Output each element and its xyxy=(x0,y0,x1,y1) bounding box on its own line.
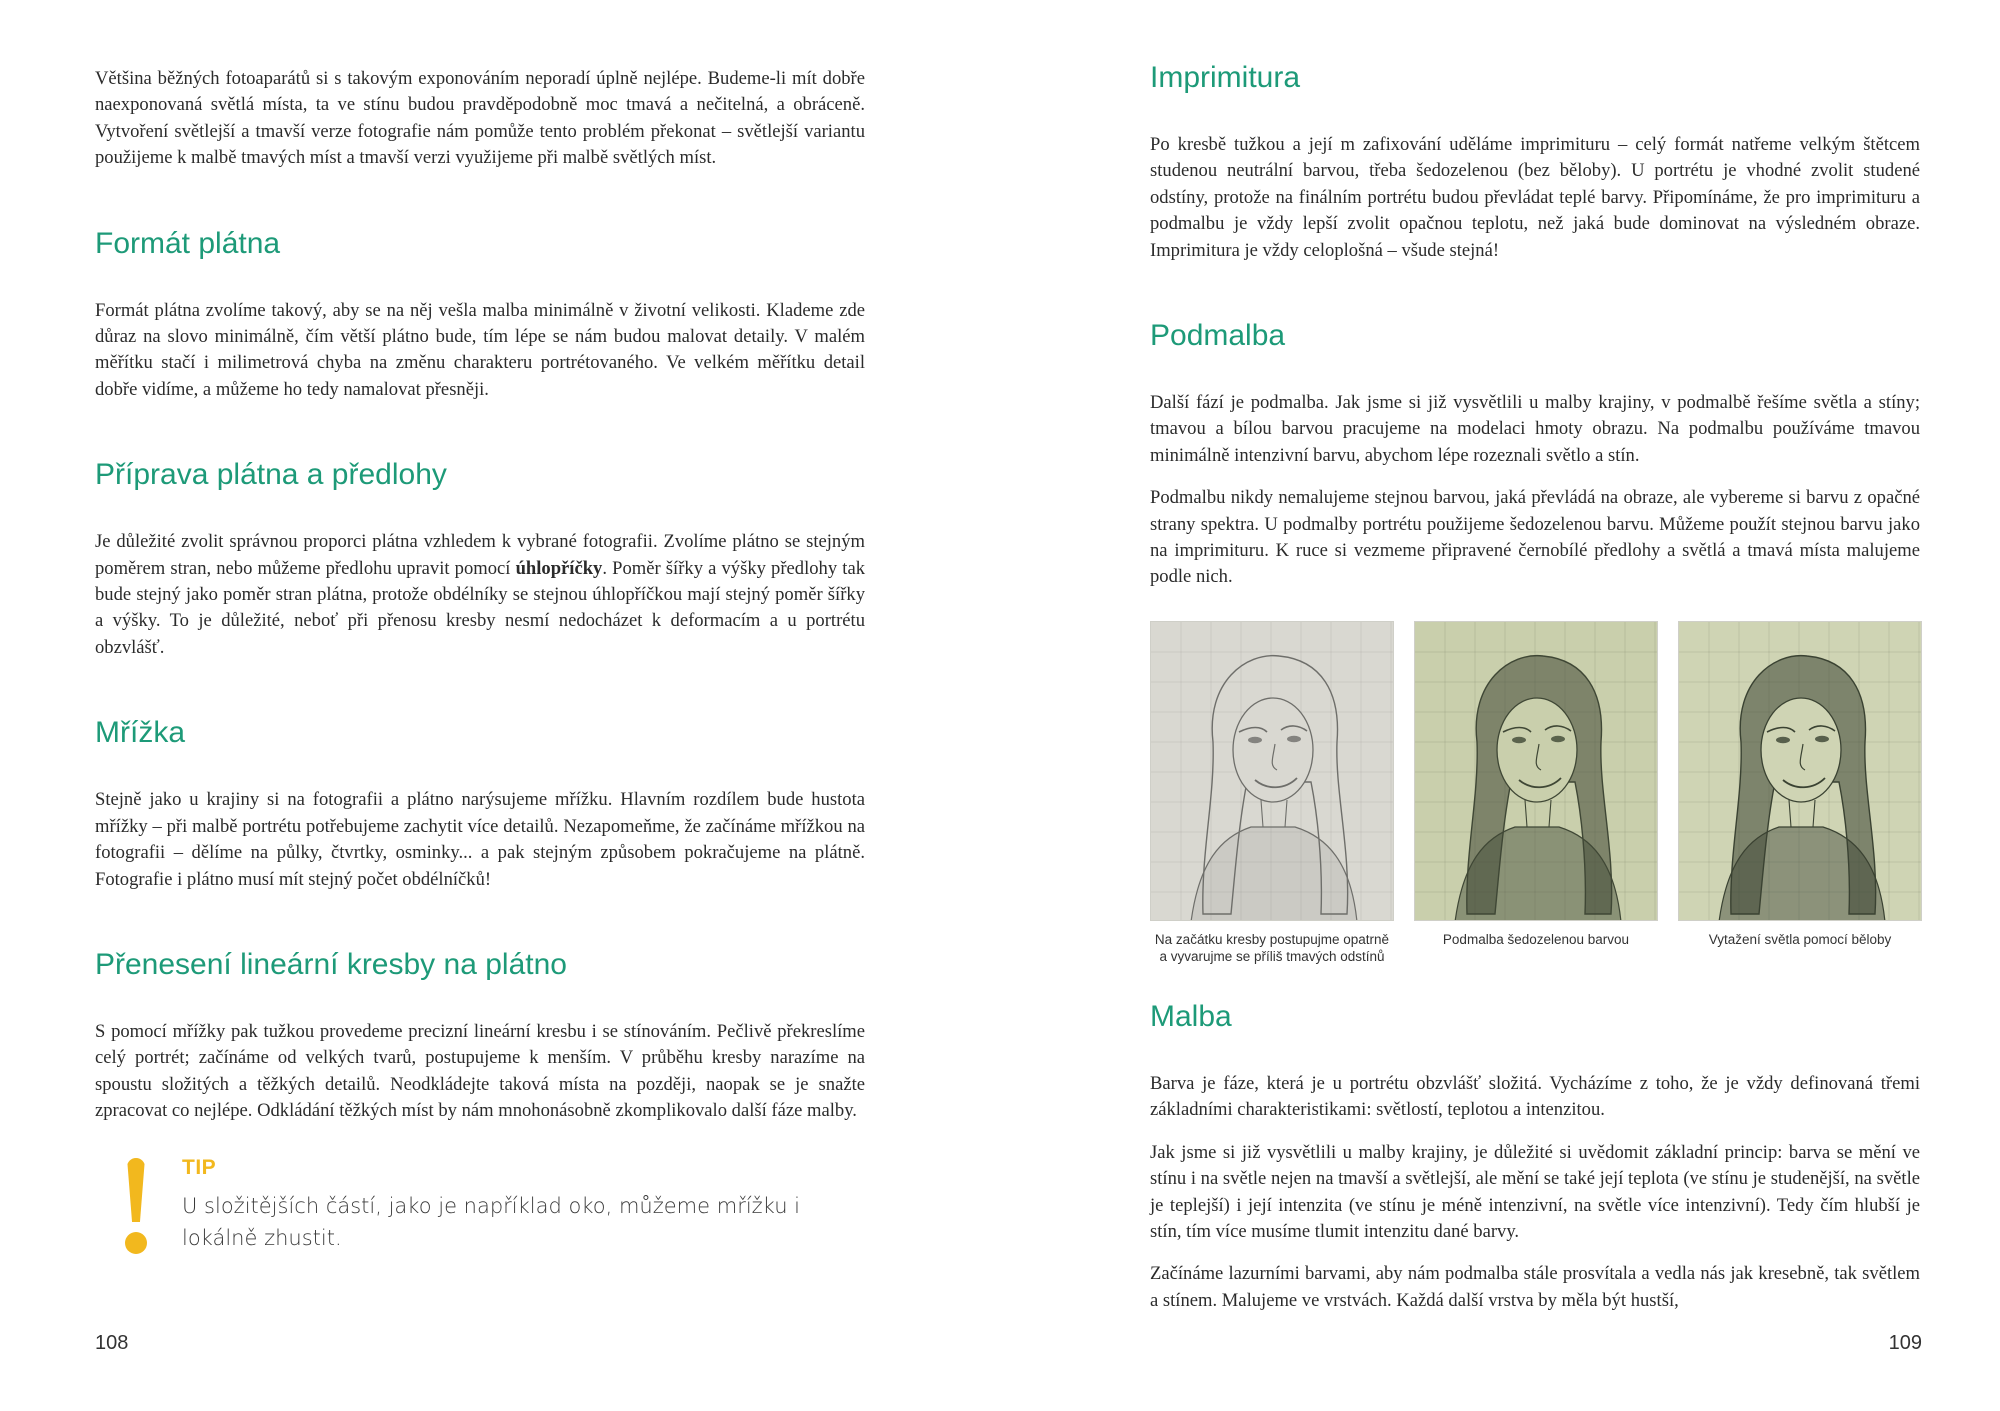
grid-paragraph: Stejně jako u krajiny si na fotografii a plátno narýsujeme mřížku. Hlavním rozdílem bude hustota mřížky – při malbě portrétu potřebujeme zachytit více detailů. Nezapomeňme, že začínáme mřížkou na fotografii – dělíme na půlky, čtvrtky, osminky... a pak stejným způsobem pokračujeme na plátně. Fotografie i plátno musí mít stejný počet obdélníčků! xyxy=(95,789,865,890)
white-highlights-portrait-image xyxy=(1678,621,1922,921)
section-heading-format: Formát plátna xyxy=(95,226,281,260)
page-number-left: 108 xyxy=(95,1332,129,1354)
figure-highlights xyxy=(1678,621,1922,948)
section-heading-malba: Malba xyxy=(1150,999,1232,1033)
format-paragraph: Formát plátna zvolíme takový, aby se na něj vešla malba minimálně v životní velikosti. Klademe zde důraz na slovo minimálně, čím větší plátno bude, tím lépe se nám budou malovat detaily. V malém měřítku stačí i milimetrová chyba na změnu charakteru portrétovaného. Ve velkém měřítku detail dobře vidíme, a můžeme ho tedy namalovat přesněji. xyxy=(95,299,865,400)
figure-sketch xyxy=(1150,621,1394,965)
figure-caption: Podmalba šedozelenou barvou xyxy=(1442,931,1630,947)
greygreen-underpainting-portrait-image xyxy=(1414,621,1658,921)
left-column xyxy=(95,66,865,1125)
preparation-text-after: . Poměr šířky a výšky předlohy tak bude stejný jako poměr stran plátna, protože obdélníky se stejnou úhlopříčkou mají stejný poměr šířky a výšky. To je důležité, neboť při přenosu kresby nesmí nedocházet k deformacím a u portrétu obzvlášť. xyxy=(95,557,865,658)
intro-paragraph: Většina běžných fotoaparátů si s takovým exponováním neporadí úplně nejlépe. Budeme-li mít dobře naexponovaná světlá místa, ta ve stínu budou pravděpodobně moc tmavá a nečitelná, a obráceně. Vytvoření světlejší a tmavší verze fotografie nám pomůže tento problém překonat – světlejší variantu použijeme k malbě tmavých míst a tmavší verzi využijeme při malbě světlých míst. xyxy=(95,68,865,169)
figure-underpainting xyxy=(1414,621,1658,948)
section-heading-grid: Mřížka xyxy=(95,716,185,750)
preparation-paragraph xyxy=(95,529,865,661)
page-number-right: 109 xyxy=(1888,1332,1922,1354)
section-heading-transfer: Přenesení lineární kresby na plátno xyxy=(95,947,567,981)
preparation-text-before: Je důležité zvolit správnou proporci plátna vzhledem k vybrané fotografii. Zvolíme plátno se stejným poměrem stran, nebo můžeme předlohu upravit pomocí xyxy=(95,531,865,579)
malba-paragraph-1: Barva je fáze, která je u portrétu obzvlášť složitá. Vycházíme z toho, že je vždy definovaná třemi základními charakteristikami: světlostí, teplotou a intenzitou. xyxy=(1150,1072,1920,1121)
tip-title: TIP xyxy=(182,1156,217,1179)
right-column xyxy=(1150,60,1920,1314)
right-page xyxy=(1000,0,2000,1411)
malba-paragraph-2: Jak jsme si již vysvětlili u malby krajiny, je důležité si uvědomit základní princip: barva se mění ve stínu i na světle nejen na tmavší a světlejší, ale mění se také její teplota (ve stínu je studenější, na světle je teplejší) i její intenzita (ve stínu je méně intenzivní, na světle více intenzivní). Tedy čím hlubší je stín, tím více musíme tlumit intenzitu dané barvy. xyxy=(1150,1141,1920,1242)
diagonal-term: úhlopříčky xyxy=(515,557,603,579)
tip-box xyxy=(120,1156,870,1256)
malba-paragraph-3: Začínáme lazurními barvami, aby nám podmalba stále prosvítala a vedla nás jak kresebně, tak světlem a stínem. Malujeme ve vrstvách. Každá další vrstva by měla být hustší, xyxy=(1150,1263,1920,1311)
figure-row xyxy=(1150,621,1920,981)
podmalba-paragraph-2: Podmalbu nikdy nemalujeme stejnou barvou, jaká převládá na obraze, ale vybereme si barvu z opačné strany spektra. U podmalby portrétu použijeme šedozelenou barvu. Můžeme použít stejnou barvu jako na imprimituru. K ruce si vezmeme připravené černobílé předlohy a světlá a tmavá místa malujeme podle nich. xyxy=(1150,487,1920,588)
transfer-paragraph: S pomocí mřížky pak tužkou provedeme precizní lineární kresbu i se stínováním. Pečlivě překreslíme celý portrét; začínáme od velkých tvarů, postupujeme k menším. V průběhu kresby narazíme na spoustu složitých a těžkých detailů. Neodkládejte taková místa na později, naopak se je snažte zpracovat co nejlépe. Odkládání těžkých míst by nám mnohonásobně zkomplikovalo další fáze malby. xyxy=(95,1020,865,1122)
exclamation-icon xyxy=(124,1158,148,1254)
section-heading-imprimitura: Imprimitura xyxy=(1150,61,1301,94)
section-heading-preparation: Příprava plátna a předlohy xyxy=(95,458,447,492)
section-heading-podmalba: Podmalba xyxy=(1150,319,1286,353)
imprimitura-paragraph: Po kresbě tužkou a její m zafixování uděláme imprimituru – celý formát natřeme velkým štětcem studenou neutrální barvou, třeba šedozelenou (bez běloby). U portrétu je vhodné zvolit studené odstíny, protože na finálním portrétu budou převládat teplé barvy. Připomínáme, že pro imprimituru a podmalbu je vždy lepší zvolit opačnou teplotu, než jaká bude dominovat na výsledném obraze. Imprimitura je vždy celoplošná – všude stejná! xyxy=(1150,134,1920,261)
tip-text: U složitějších částí, jako je například oko, můžeme mřížku i lokálně zhustit. xyxy=(182,1194,801,1250)
podmalba-paragraph-1: Další fází je podmalba. Jak jsme si již vysvětlili u malby krajiny, v podmalbě řešíme světla a stíny; tmavou a bílou barvou pracujeme na modelaci hmoty obrazu. Na podmalbu používáme tmavou minimálně intenzivní barvu, abychom lépe rozeznali světlo a stín. xyxy=(1150,392,1920,466)
pencil-sketch-portrait-image xyxy=(1150,621,1394,921)
figure-caption: Na začátku kresby postupujme opatrně a vyvarujme se příliš tmavých odstínů xyxy=(1154,931,1390,964)
figure-caption: Vytažení světla pomocí běloby xyxy=(1708,931,1892,947)
